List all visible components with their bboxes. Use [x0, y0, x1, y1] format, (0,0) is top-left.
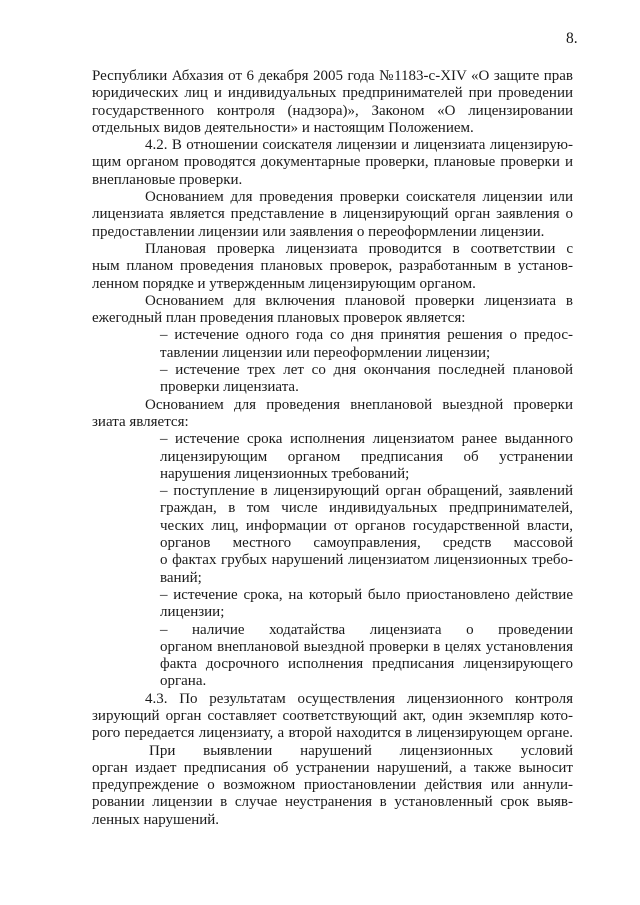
text-line: нарушения лицензионных требований; — [160, 465, 410, 482]
text-line: лицензиата является представление в лицензирующий орган заявления о — [92, 206, 573, 223]
text-line: Основанием для включения плановой проверки лицензиата в — [145, 292, 573, 309]
text-line: – истечение трех лет со дня окончания последней плановой — [160, 362, 573, 379]
text-line: проверки лицензиата. — [160, 379, 299, 396]
text-line: юридических лиц и индивидуальных предпринимателей при проведении — [92, 85, 573, 102]
page-number: 8. — [566, 30, 578, 47]
text-line: тавлении лицензии или переоформлении лицензии; — [160, 344, 491, 361]
text-line: отдельных видов деятельности» и настоящим Положением. — [92, 119, 474, 136]
text-line: Республики Абхазия от 6 декабря 2005 года №1183-с-XIV «О защите прав — [92, 68, 573, 84]
text-line: – истечение срока, на который было приостановлено действие — [160, 586, 573, 603]
text-line: зиата является: — [92, 413, 189, 430]
text-line: Основанием для проведения проверки соискателя лицензии или — [145, 189, 573, 206]
text-line: лицензирующим органом предписания об устранении — [160, 448, 573, 465]
text-line: орган издает предписания об устранении нарушений, а также выносит — [92, 759, 573, 776]
text-line: органа. — [160, 673, 207, 690]
text-line: государственного контроля (надзора)», Законом «О лицензировании — [92, 102, 573, 119]
text-line: ежегодный план проведения плановых проверок является: — [92, 310, 466, 327]
text-line: органов местного самоуправления, средств массовой — [160, 535, 573, 552]
document-body — [92, 68, 573, 829]
text-line: органом внеплановой выездной проверки в целях установления — [160, 638, 573, 655]
text-line: – поступление в лицензирующий орган обращений, заявлений — [160, 483, 573, 500]
text-line: ческих лиц, информации от органов государственной власти, — [160, 517, 573, 534]
text-line: ровании лицензии в случае неустранения в установленный срок выяв- — [92, 794, 573, 811]
text-line: – истечение срока исполнения лицензиатом ранее выданного — [160, 431, 573, 448]
text-line: зирующий орган составляет соответствующий акт, один экземпляр кото- — [92, 707, 573, 724]
text-line: При выявлении нарушений лицензионных условий — [149, 742, 573, 759]
text-line: щим органом проводятся документарные проверки, плановые проверки и — [92, 154, 573, 171]
text-line: о фактах грубых нарушений лицензиатом лицензионных требо- — [160, 552, 573, 569]
text-line: – истечение одного года со дня принятия решения о предос- — [160, 327, 573, 344]
text-line: Основанием для проведения внеплановой выездной проверки — [145, 396, 573, 413]
text-line: ным планом проведения плановых проверок, разработанным в установ- — [92, 258, 573, 275]
text-line: предупреждение о возможном приостановлении действия или аннули- — [92, 777, 573, 794]
text-line: предоставлении лицензии или заявления о переоформлении лицензии. — [92, 223, 545, 240]
text-line: лицензии; — [160, 604, 225, 621]
text-line: ленных нарушений. — [92, 811, 220, 828]
text-line: 4.3. По результатам осуществления лицензионного контроля — [145, 690, 573, 707]
text-line: ваний; — [160, 569, 202, 586]
text-line: факта досрочного исполнения предписания лицензирующего — [160, 656, 573, 673]
text-line: внеплановые проверки. — [92, 171, 243, 188]
text-line: Плановая проверка лицензиата проводится в соответствии с — [145, 240, 573, 257]
text-line: рого передается лицензиату, а второй находится в лицензирующем органе. — [92, 725, 573, 742]
text-line: ленном порядке и утвержденным лицензирующим органом. — [92, 275, 476, 292]
text-line: 4.2. В отношении соискателя лицензии и лицензиата лицензирую- — [145, 137, 573, 154]
text-line: – наличие ходатайства лицензиата о проведении — [160, 621, 573, 638]
text-line: граждан, в том числе индивидуальных предпринимателей, — [160, 500, 573, 517]
